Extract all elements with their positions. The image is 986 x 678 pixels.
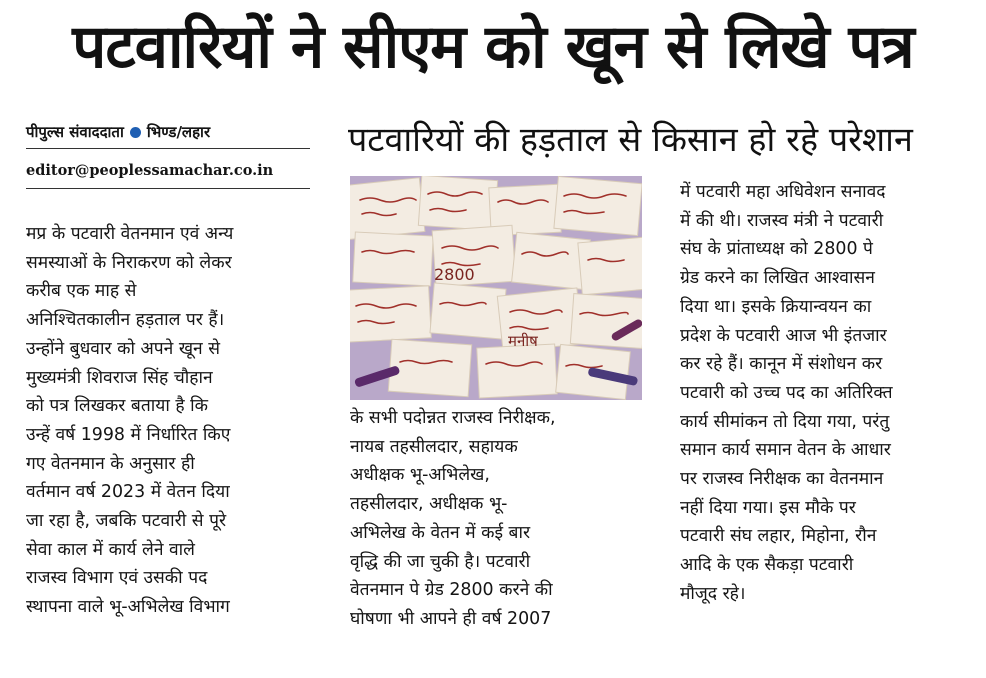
article-line: नायब तहसीलदार, सहायक: [350, 436, 518, 457]
byline-rule-top: [26, 148, 310, 149]
article-line: जा रहा है, जबकि पटवारी से पूरे: [26, 511, 227, 532]
byline-bullet-icon: [130, 127, 141, 138]
byline-location: भिण्ड/लहार: [146, 123, 211, 141]
article-line: पटवारी संघ लहार, मिहोना, रौन: [680, 526, 877, 547]
article-line: कर रहे हैं। कानून में संशोधन कर: [680, 354, 883, 375]
article-line: समान कार्य समान वेतन के आधार: [680, 440, 891, 461]
article-line: प्रदेश के पटवारी आज भी इंतजार: [680, 325, 887, 346]
article-line: संघ के प्रांताध्यक्ष को 2800 पे: [680, 239, 873, 260]
photo-letters-illustration: [350, 176, 642, 400]
article-line: ग्रेड करने का लिखित आश्वासन: [680, 268, 875, 289]
article-line: समस्याओं के निराकरण को लेकर: [26, 252, 232, 273]
article-column-2: [350, 404, 642, 634]
article-line: तहसीलदार, अधीक्षक भू-: [350, 494, 508, 515]
photo-note-text: 2800: [434, 265, 475, 284]
article-line: गए वेतनमान के अनुसार ही: [26, 453, 195, 474]
article-line: को पत्र लिखकर बताया है कि: [26, 396, 209, 417]
article-line: में पटवारी महा अधिवेशन सनावद: [680, 182, 886, 202]
article-line: कार्य सीमांकन तो दिया गया, परंतु: [680, 411, 890, 432]
byline-author: पीपुल्स संवाददाता: [26, 123, 124, 141]
article-line: वृद्धि की जा चुकी है। पटवारी: [350, 551, 531, 572]
photo-note-text: मनीष: [508, 332, 538, 350]
article-line: दिया था। इसके क्रियान्वयन का: [680, 296, 872, 317]
byline-email[interactable]: editor@peoplessamachar.co.in: [26, 162, 274, 179]
byline-rule-bottom: [26, 188, 310, 189]
article-line: उन्होंने बुधवार को अपने खून से: [26, 338, 220, 359]
article-line: मौजूद रहे।: [680, 583, 746, 604]
article-line: करीब एक माह से: [26, 281, 137, 302]
byline: [26, 122, 310, 142]
article-column-3: [680, 178, 968, 609]
article-line: पर राजस्व निरीक्षक का वेतनमान: [680, 469, 884, 490]
article-line: उन्हें वर्ष 1998 में निर्धारित किए: [26, 424, 231, 445]
article-line: नहीं दिया गया। इस मौके पर: [680, 497, 856, 518]
headline: पटवारियों ने सीएम को खून से लिखे पत्र: [72, 12, 914, 82]
article-line: के सभी पदोन्नत राजस्व निरीक्षक,: [350, 408, 556, 428]
article-line: अनिश्चितकालीन हड़ताल पर हैं।: [26, 310, 225, 331]
subheadline: पटवारियों की हड़ताल से किसान हो रहे परेशान: [348, 120, 913, 160]
article-line: आदि के एक सैकड़ा पटवारी: [680, 555, 854, 576]
article-line: मप्र के पटवारी वेतनमान एवं अन्य: [26, 224, 234, 244]
news-photo: [350, 176, 642, 400]
article-line: राजस्व विभाग एवं उसकी पद: [26, 568, 208, 589]
article-column-1: [26, 220, 316, 622]
article-line: अधीक्षक भू-अभिलेख,: [350, 465, 490, 486]
article-line: वर्तमान वर्ष 2023 में वेतन दिया: [26, 482, 230, 503]
article-line: पटवारी को उच्च पद का अतिरिक्त: [680, 382, 893, 403]
article-line: वेतनमान पे ग्रेड 2800 करने की: [350, 580, 553, 601]
article-line: घोषणा भी आपने ही वर्ष 2007: [350, 608, 552, 629]
article-line: में की थी। राजस्व मंत्री ने पटवारी: [680, 210, 884, 231]
article-line: स्थापना वाले भू-अभिलेख विभाग: [26, 597, 230, 618]
article-line: मुख्यमंत्री शिवराज सिंह चौहान: [26, 367, 213, 388]
article-line: सेवा काल में कार्य लेने वाले: [26, 539, 195, 560]
article-line: अभिलेख के वेतन में कई बार: [350, 522, 531, 543]
